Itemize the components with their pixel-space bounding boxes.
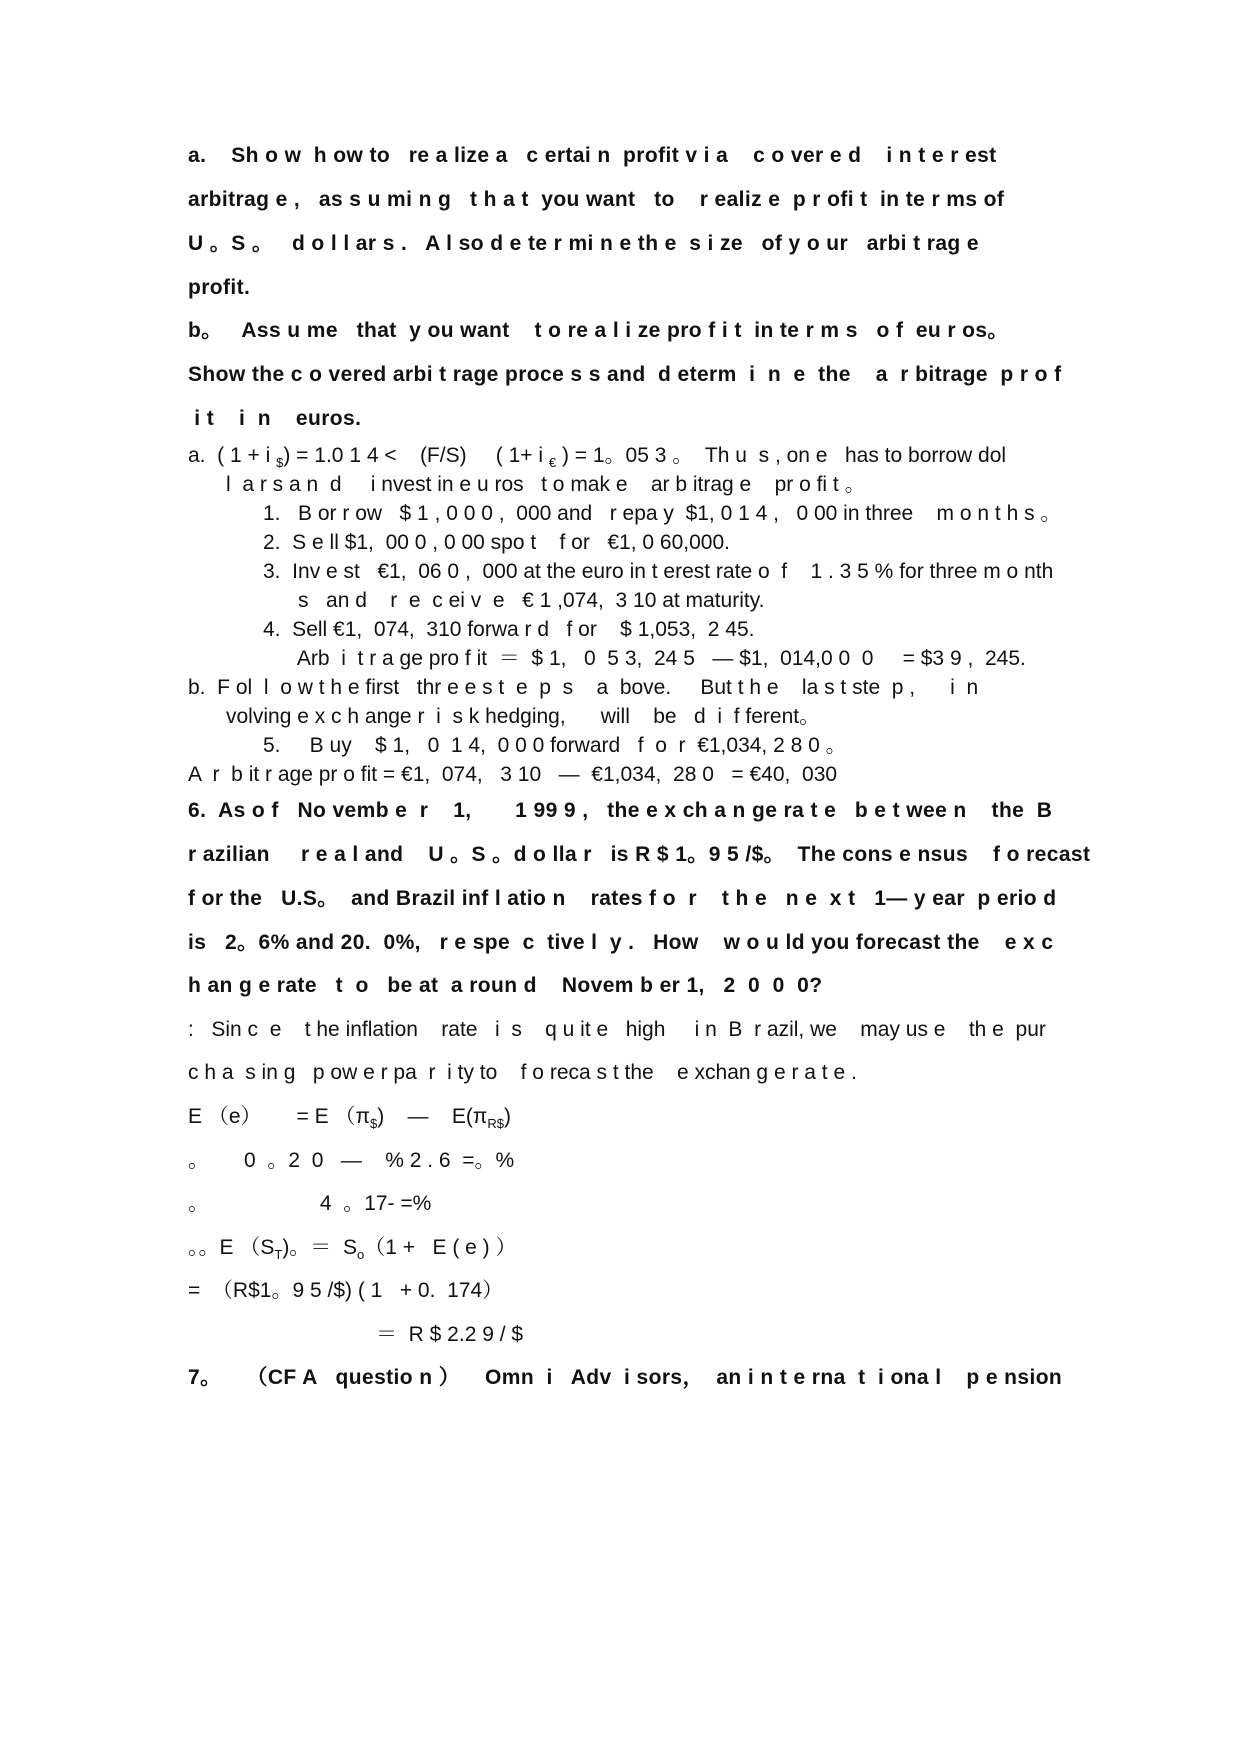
equation-1-part-c: ) [504, 1105, 511, 1128]
equation-4-part-b: )。＝ S [282, 1236, 357, 1259]
question-6-line-2: r azilian r e a l and U 。S 。d o lla r is R $ 1。9 5 /$。 The cons e nsus f o recast [188, 843, 1091, 866]
equation-1-part-a: E （e） = E （π [188, 1105, 370, 1128]
subscript-real: R$ [487, 1116, 504, 1132]
equation-line-3: 。 4 。17- =% [188, 1192, 432, 1215]
question-b-line-1: b。 Ass u me that y ou want t o re a l i ze pro f i t in te r m s o f eu r os。 [188, 319, 1009, 342]
equation-line-5: = （R$1。9 5 /$) ( 1 + 0. 174） [188, 1279, 504, 1302]
equation-forecast [188, 1235, 517, 1268]
equation-expected-change [188, 1104, 511, 1137]
answer-b-profit: A r b it r age pr o fit = €1, 074, 3 10 ― €1,034, 28 0 = €40, 030 [188, 763, 838, 786]
question-b-line-2: Show the c o vered arbi t rage proce s s and d eterm i n e the a r bitrage p r o f [188, 363, 1062, 386]
question-6-line-3: f or the U.S。 and Brazil inf l atio n rates f o r t h e n e x t 1— y ear p erio d [188, 887, 1057, 910]
answer-a-intro-part-2: ) = 1.0 1 4 < (F/S) ( 1+ i [283, 444, 549, 467]
subscript-t: T [274, 1247, 283, 1263]
question-6-line-5: h an g e rate t o be at a roun d Novem b er 1, 2 0 0 0? [188, 974, 823, 997]
answer-b-step-5: 5. B uy $ 1, 0 1 4, 0 0 0 forward f o r €1,034, 2 8 0 。 [263, 734, 847, 757]
question-a-line-4: profit. [188, 276, 251, 299]
answer-b-line-1: b. F ol l o w t h e first thr e e s t e p s a bove. But t h e la s t ste p , i n [188, 676, 979, 699]
equation-1-part-b: ) — E(π [377, 1105, 488, 1128]
question-6-line-1: 6. As o f No vemb e r 1, 1 99 9 , the e x ch a n ge ra t e b e t wee n the B [188, 799, 1053, 822]
answer-a-step-2: 2. S e ll $1, 00 0 , 0 00 spo t f or €1, 0 60,000. [263, 531, 730, 554]
answer-b-line-2: volving e x c h ange r i s k hedging, will be d i f ferent。 [226, 705, 821, 728]
answer-a-intro-part-3: ) = 1。05 3 。 Th u s , on e has to borrow dol [556, 444, 1007, 467]
answer-a-step-3-continued: s an d r e c ei v e € 1 ,074, 3 10 at maturity. [263, 589, 765, 612]
answer-6-text-line-2: c h a s in g p ow e r pa r i ty to f o reca s t the e xchan g e r a t e . [188, 1061, 857, 1084]
question-b-line-3: i t i n euros. [188, 407, 362, 430]
answer-a-intro-continued: l a r s a n d i nvest in e u ros t o mak e ar b itrag e pr o fi t 。 [226, 473, 866, 496]
subscript-euro: € [548, 455, 557, 471]
question-6-line-4: is 2。6% and 20. 0%, r e spe c tive l y . How w o u ld you forecast the e x c [188, 931, 1054, 954]
answer-a-step-3: 3. Inv e st €1, 06 0 , 000 at the euro in t erest rate o f 1 . 3 5 % for three m o nth [263, 560, 1054, 583]
question-a-line-1: a. Sh o w h ow to re a lize a c ertai n profit v i a c o ver e d i n t e r est [188, 144, 997, 167]
question-7-line-1: 7。 （CF A questio n ） Omn i Adv i sors， an i n t e rna t i ona l p e nsion [188, 1366, 1063, 1389]
answer-a-profit: Arb i t r a ge pro f it ＝ $ 1, 0 5 3, 24 5 — $1, 014,0 0 0 = $3 9 , 245. [263, 647, 1026, 670]
answer-a-step-1: 1. B or r ow $ 1 , 0 0 0 , 000 and r epa y $1, 0 1 4 , 0 00 in three m o n t h s 。 [263, 502, 1062, 525]
subscript-o: o [356, 1247, 365, 1263]
equation-result: ＝ R $ 2.2 9 / $ [376, 1323, 524, 1346]
question-a-line-2: arbitrag e , as s u mi n g t h a t you want to r ealiz e p r ofi t in te r ms of [188, 188, 1005, 211]
question-a-line-3: U 。S 。 d o l l ar s . A l so d e te r mi n e th e s i ze of y o ur arbi t rag e [188, 232, 979, 255]
answer-a-intro-part-1: a. ( 1 + i [188, 444, 277, 467]
subscript-dollar: $ [276, 455, 284, 471]
equation-4-part-c: （1 + E ( e ) ） [364, 1236, 517, 1259]
answer-6-text-line-1: : Sin c e t he inflation rate i s q u it e high i n B r azil, we may us e th e pur [188, 1018, 1046, 1041]
equation-line-2: 。 0 。2 0 — % 2 . 6 =。% [188, 1149, 515, 1172]
subscript-dollar: $ [369, 1116, 378, 1132]
equation-4-part-a: 。。E （S [188, 1236, 275, 1259]
answer-a-step-4: 4. Sell €1, 074, 310 forwa r d f or $ 1,053, 2 45. [263, 618, 755, 641]
